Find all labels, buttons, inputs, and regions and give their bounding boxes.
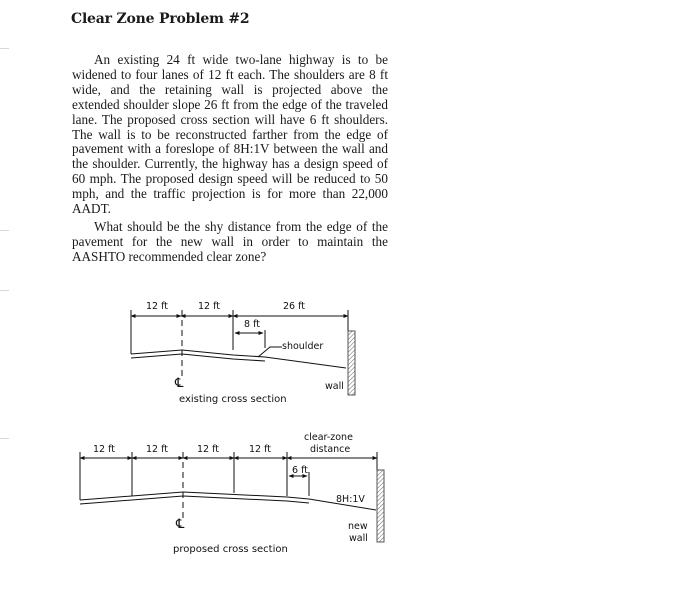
shoulder-leader xyxy=(258,347,282,357)
dim-label-shoulder: 6 ft xyxy=(292,465,308,476)
existing-cross-section xyxy=(131,310,355,395)
dim-label-lane: 12 ft xyxy=(93,444,116,455)
dim-label-lane: 12 ft xyxy=(249,444,272,455)
clear-zone-label: distance xyxy=(310,444,351,455)
centerline-symbol: ℄ xyxy=(175,376,184,391)
proposed-caption: proposed cross section xyxy=(173,544,288,555)
new-wall-shape xyxy=(377,470,384,542)
dim-label-lane: 12 ft xyxy=(197,444,220,455)
question-text: What should be the shy distance from the edge of the pavement for the new wall in order to maintain the AASHTO recommended clear zone? xyxy=(72,219,388,264)
pavement-bottom-line xyxy=(131,354,265,361)
clear-zone-label: clear-zone xyxy=(304,432,353,443)
new-wall-label: wall xyxy=(349,533,368,544)
pavement-top-line xyxy=(80,492,309,500)
dim-label-to-wall: 26 ft xyxy=(283,301,306,312)
existing-caption: existing cross section xyxy=(179,394,287,405)
centerline-symbol: ℄ xyxy=(176,517,185,532)
new-wall-label: new xyxy=(348,521,368,532)
wall-shape xyxy=(348,331,355,395)
shoulder-label: shoulder xyxy=(282,341,324,352)
page-title: Clear Zone Problem #2 xyxy=(71,11,250,27)
wall-label: wall xyxy=(325,381,344,392)
slope-label: 8H:1V xyxy=(336,494,365,505)
side-slope-line xyxy=(265,357,346,368)
dim-label-lane: 12 ft xyxy=(146,301,169,312)
dim-label-lane: 12 ft xyxy=(146,444,169,455)
dim-label-shoulder: 8 ft xyxy=(244,319,260,330)
problem-statement: An existing 24 ft wide two-lane highway is to be widened to four lanes of 12 ft each. The shoulders are 8 ft wide, and the retaining wall is projected above the extended shoulder slope 26 ft from the edge of the traveled lane. The proposed cross section will have 6 ft shoulders. The wall is to be reconstructed farther from the edge of pavement with a foreslope of 8H:1V between the wall and the shoulder. Currently, the highway has a design speed of 60 mph. The proposed design speed will be reduced to 50 mph, and the traffic projection is for more than 22,000 AADT. xyxy=(72,52,388,217)
dim-label-lane: 12 ft xyxy=(198,301,221,312)
